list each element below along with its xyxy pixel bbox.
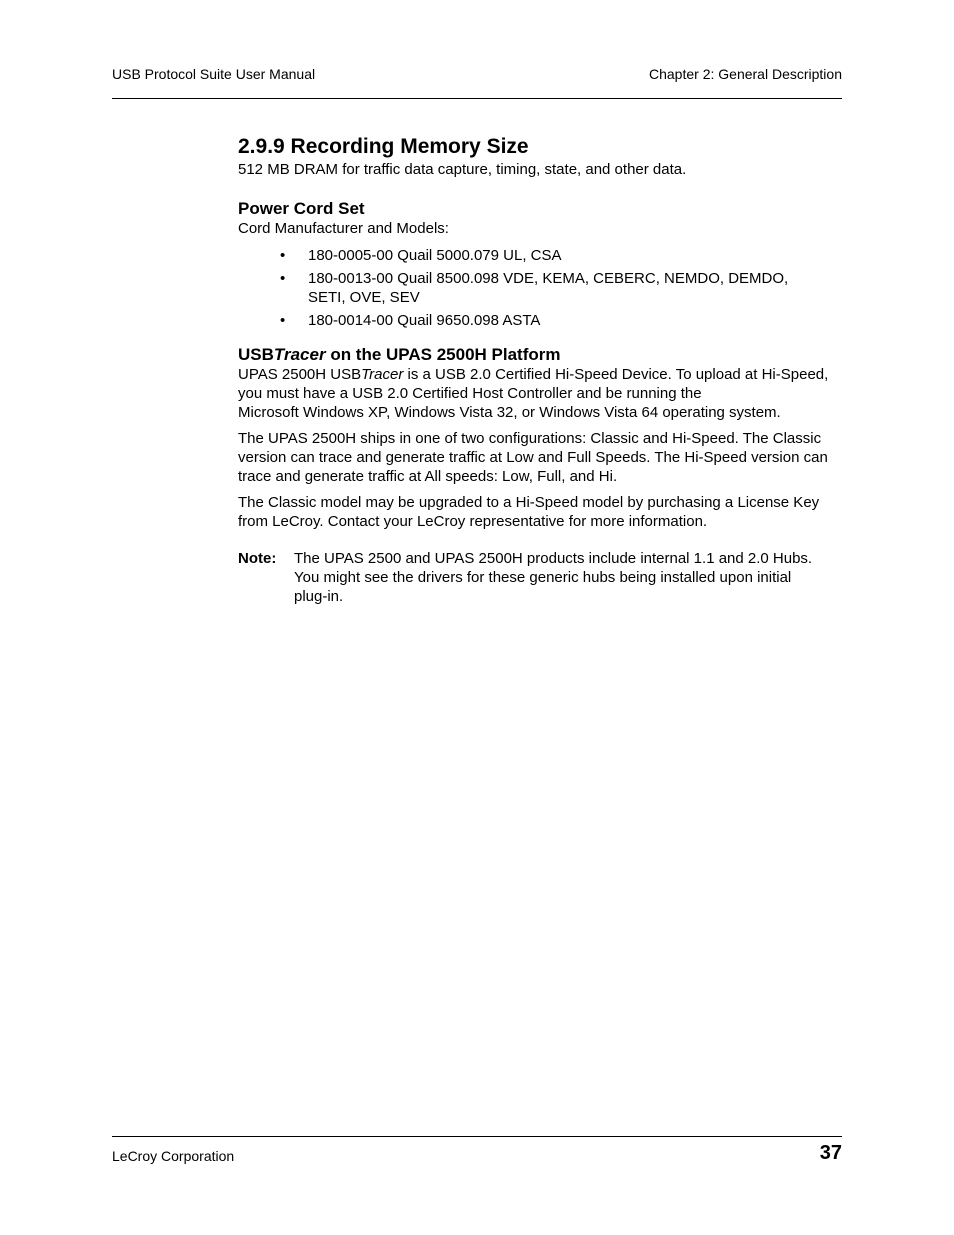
note-label: Note: [238, 550, 277, 567]
p1-italic: Tracer [361, 366, 404, 383]
note-block [238, 549, 842, 606]
section-intro: 512 MB DRAM for traffic data capture, timing, state, and other data. [238, 161, 687, 178]
list-item [238, 311, 808, 330]
page-content [238, 134, 842, 606]
usbtracer-heading [238, 344, 842, 365]
power-cord-heading: Power Cord Set [238, 199, 365, 218]
header-rule [112, 98, 842, 99]
page-number: 37 [819, 1142, 842, 1164]
heading-italic: Tracer [273, 345, 326, 364]
list-item [238, 269, 808, 307]
running-header-title: USB Protocol Suite User Manual [112, 66, 316, 82]
p1-line2: Microsoft Windows XP, Windows Vista 32, or Windows Vista 64 operating system. [238, 404, 781, 421]
p1-prefix: UPAS 2500H USB [238, 366, 362, 383]
power-cord-intro: Cord Manufacturer and Models: [238, 220, 449, 237]
section-title: 2.9.9 Recording Memory Size [238, 135, 529, 158]
list-item [238, 246, 808, 265]
list-item-text: 180-0005-00 Quail 5000.079 UL, CSA [308, 247, 562, 264]
list-item-text: 180-0013-00 Quail 8500.098 VDE, KEMA, CEBERC, NEMDO, DEMDO, SETI, OVE, SEV [308, 270, 789, 306]
running-header-chapter: Chapter 2: General Description [649, 66, 842, 82]
list-item-text: 180-0014-00 Quail 9650.098 ASTA [308, 312, 541, 329]
heading-prefix: USB [238, 345, 274, 364]
usbtracer-paragraph-3: The Classic model may be upgraded to a Hi-Speed model by purchasing a License Key from LeCroy. Contact your LeCroy representative for more information. [238, 494, 820, 530]
note-text: The UPAS 2500 and UPAS 2500H products include internal 1.1 and 2.0 Hubs. You might see the drivers for these generic hubs being installed upon initial plug-in. [294, 550, 813, 605]
footer-rule [112, 1136, 842, 1137]
usbtracer-paragraph-1 [238, 365, 842, 422]
usbtracer-paragraph-2: The UPAS 2500H ships in one of two configurations: Classic and Hi-Speed. The Classic version can trace and generate traffic at Low and Full Speeds. The Hi-Speed version can trace and generate traffic at All speeds: Low, Full, and Hi. [238, 430, 828, 485]
bullet-icon: • [280, 247, 286, 264]
bullet-icon: • [280, 312, 286, 329]
bullet-icon: • [280, 270, 286, 287]
footer-company: LeCroy Corporation [112, 1148, 235, 1164]
p1-suffix: is a USB 2.0 Certified Hi-Speed Device. To upload at Hi-Speed, you must have a USB 2.0 Certified Host Controller and be running the [238, 366, 829, 402]
power-cord-list [238, 246, 842, 330]
heading-suffix: on the UPAS 2500H Platform [325, 345, 561, 364]
